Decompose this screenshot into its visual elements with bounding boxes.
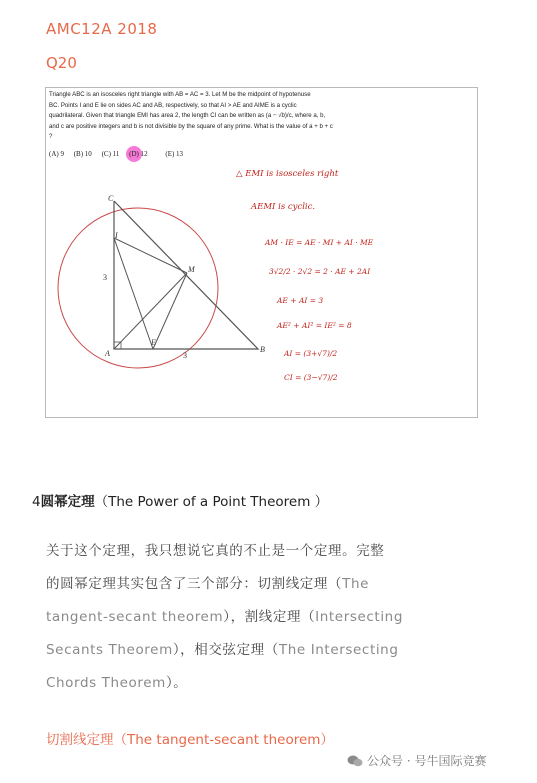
label-side-ab: 3 (183, 351, 187, 360)
watermark (347, 752, 486, 769)
section-title-cn: 圆幂定理 (40, 494, 95, 510)
note-cyclic: AEMI is cyclic. (251, 202, 316, 212)
paragraph-line: Secants Theorem），相交弦定理（The Intersecting (46, 642, 399, 658)
question-number: Q20 (46, 54, 77, 72)
label-e: E (151, 338, 156, 347)
watermark-text: 公众号 · 号牛国际竞赛 (367, 754, 487, 768)
section-title-en: （The Power of a Point Theorem ） (94, 494, 329, 510)
cyclic-circle (58, 208, 218, 368)
geometry-figure (46, 88, 478, 418)
label-b: B (260, 345, 265, 354)
label-a: A (105, 349, 110, 358)
problem-line: BC. Points I and E lie on sides AC and AB, respectively, so that AI > AE and AIME is a cyclic (49, 101, 297, 109)
label-c: C (108, 194, 114, 203)
note-isosceles: △ EMI is isosceles right (236, 169, 339, 179)
choice-e: (E) 13 (165, 150, 184, 158)
label-side-ac: 3 (103, 273, 107, 282)
label-i: I (115, 231, 118, 240)
paragraph-line: tangent-secant theorem），割线定理（Intersecting (46, 609, 403, 625)
section-number: 4 (32, 494, 41, 510)
paragraph-line: 的圆幂定理其实包含了三个部分：切割线定理（The (46, 576, 370, 592)
problem-line: Triangle ABC is an isosceles right triangle with AB = AC = 3. Let M be the midpoint of hypotenuse (49, 91, 311, 98)
segment-ie (114, 238, 153, 349)
paragraph-line: 关于这个定理，我只想说它真的不止是一个定理。完整 (46, 543, 385, 559)
note-ci: CI = (3−√7)/2 (284, 373, 338, 382)
note-sum: AE + AI = 3 (277, 296, 324, 305)
problem-image (45, 87, 478, 418)
paragraph-line: Chords Theorem）。 (46, 675, 188, 691)
note-substitution: 3√2/2 · 2√2 = 2 · AE + 2AI (269, 267, 371, 276)
choice-c: (C) 11 (101, 150, 120, 158)
subsection-heading: 切割线定理（The tangent-secant theorem） (46, 732, 334, 748)
choice-b: (B) 10 (73, 150, 92, 158)
note-ai: AI = (3+√7)/2 (284, 349, 338, 358)
note-pythagoras: AE² + AI² = IE² = 8 (277, 321, 352, 330)
problem-line: ? (49, 133, 53, 140)
article-title: AMC12A 2018 (46, 20, 158, 38)
wechat-icon (347, 755, 363, 767)
problem-line: and c are positive integers and b is not divisible by the square of any prime. What is the value of a + b + c (49, 122, 333, 130)
label-m: M (188, 265, 195, 274)
problem-line: quadrilateral. Given that triangle EMI has area 2, the length CI can be written as (a − √b)/c, where a, b, (49, 112, 326, 119)
choice-a: (A) 9 (49, 150, 64, 158)
segment-em (153, 273, 187, 349)
section-heading (32, 490, 328, 510)
choice-d-highlighted: (D) 12 (129, 150, 155, 158)
note-ptolemy: AM · IE = AE · MI + AI · ME (265, 238, 374, 247)
